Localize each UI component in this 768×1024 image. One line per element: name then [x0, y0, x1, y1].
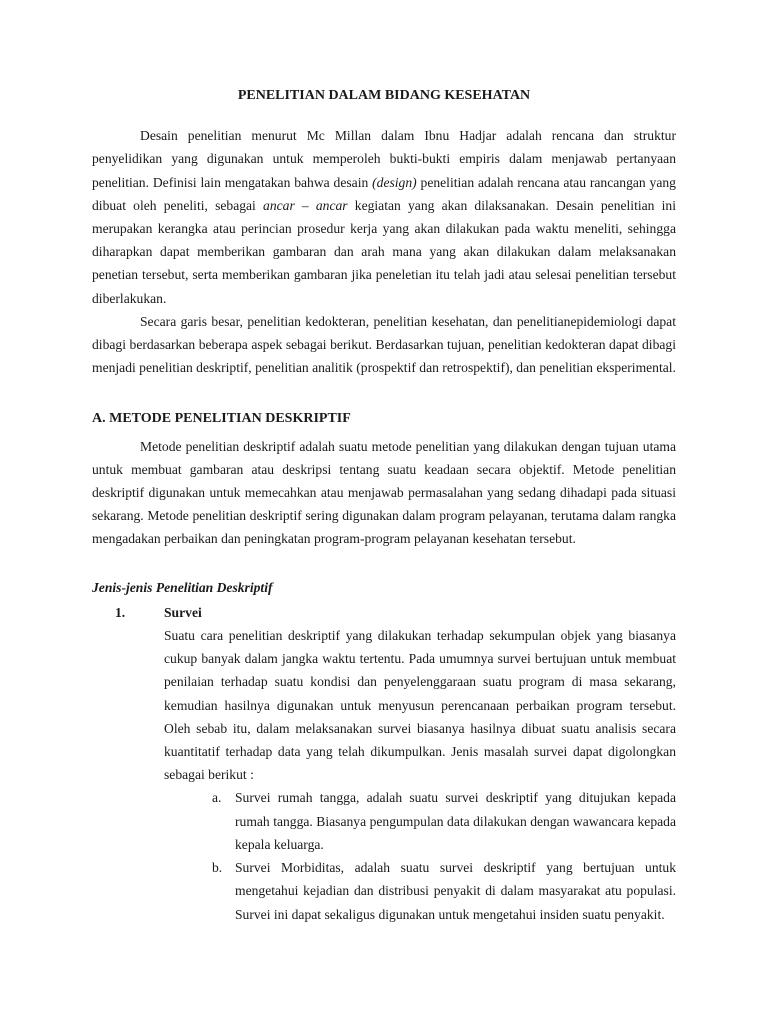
types-subheading: Jenis-jenis Penelitian Deskriptif — [92, 579, 273, 595]
list-item — [212, 786, 676, 856]
document-title: PENELITIAN DALAM BIDANG KESEHATAN — [237, 88, 531, 103]
intro-text-3: kegiatan yang akan dilaksanakan. Desain penelitian ini merupakan kerangka atau perincian prosedur kerja yang akan dilakukan pada waktu meneliti, sehingga diharapkan dapat memberikan gambaran dan arah mana yang akan dilakukan dalam melaksanakan penetian tersebut, serta memberikan gambaran jika peneletian itu telah jadi atau selesai penelitian tersebut diberlakukan. — [92, 197, 676, 306]
intro-text-2: penelitian adalah rencana atau rancangan yang dibuat oleh peneliti, sebagai — [92, 174, 676, 213]
intro-paragraph-1 — [92, 124, 676, 310]
survey-section — [164, 624, 676, 926]
list-text: Survei Morbiditas, adalah suatu survei deskriptif yang bertujuan untuk mengetahui kejadian dan distribusi penyakit di dalam masyarakat atu populasi. Survei ini dapat sekaligus digunakan untuk mengetahui insiden suatu penyakit. — [235, 860, 676, 922]
list-item — [212, 856, 676, 926]
list-letter: a. — [212, 790, 222, 806]
numbered-item-survei — [115, 601, 676, 624]
survey-list — [212, 786, 676, 925]
intro-text-1: Desain penelitian menurut Mc Millan dalam Ibnu Hadjar adalah rencana dan struktur penyelidikan yang digunakan untuk memperoleh bukti-bukti empiris dalam menjawab pertanyaan penelitian. Definisi lain mengatakan bahwa desain — [92, 128, 676, 190]
intro-italic-design: (design) — [372, 174, 417, 190]
list-letter: b. — [212, 860, 223, 876]
intro-italic-ancar: ancar – ancar — [263, 197, 348, 213]
survey-paragraph: Suatu cara penelitian deskriptif yang dilakukan terhadap sekumpulan objek yang biasanya cukup banyak dalam jangka waktu tertentu. Pada umumnya survei bertujuan untuk membuat penilaian terhadap suatu kondisi dan penyelenggaraan suatu program di masa sekarang, kemudian hasilnya digunakan untuk menyusun perencanaan perbaikan program tersebut. Oleh sebab itu, dalam melaksanakan survei biasanya hasilnya dibuat suatu analisis secara kuantitatif terhadap data yang telah dikumpulkan. Jenis masalah survei dapat digolongkan sebagai berikut : — [164, 628, 676, 783]
list-text: Survei rumah tangga, adalah suatu survei deskriptif yang ditujukan kepada rumah tangga. Biasanya pengumpulan data dilakukan dengan wawancara kepada kepala keluarga. — [235, 790, 676, 852]
section-a-heading: A. METODE PENELITIAN DESKRIPTIF — [92, 411, 351, 427]
item-title: Survei — [164, 604, 202, 620]
item-number: 1. — [115, 604, 126, 620]
section-a-paragraph: Metode penelitian deskriptif adalah suatu metode penelitian yang dilakukan dengan tujuan utama untuk membuat gambaran atau deskripsi tentang suatu keadaan secara objektif. Metode penelitian deskriptif digunakan untuk memecahkan atau menjawab permasalahan yang sedang dihadapi pada situasi sekarang. Metode penelitian deskriptif sering digunakan dalam program pelayanan, terutama dalam rangka mengadakan perbaikan dan peningkatan program-program pelayanan kesehatan tersebut. — [92, 438, 676, 547]
intro-paragraph-2: Secara garis besar, penelitian kedokteran, penelitian kesehatan, dan penelitianepidemiologi dapat dibagi berdasarkan beberapa aspek sebagai berikut. Berdasarkan tujuan, penelitian kedokteran dapat dibagi menjadi penelitian deskriptif, penelitian analitik (prospektif dan retrospektif), dan penelitian eksperimental. — [92, 313, 676, 376]
